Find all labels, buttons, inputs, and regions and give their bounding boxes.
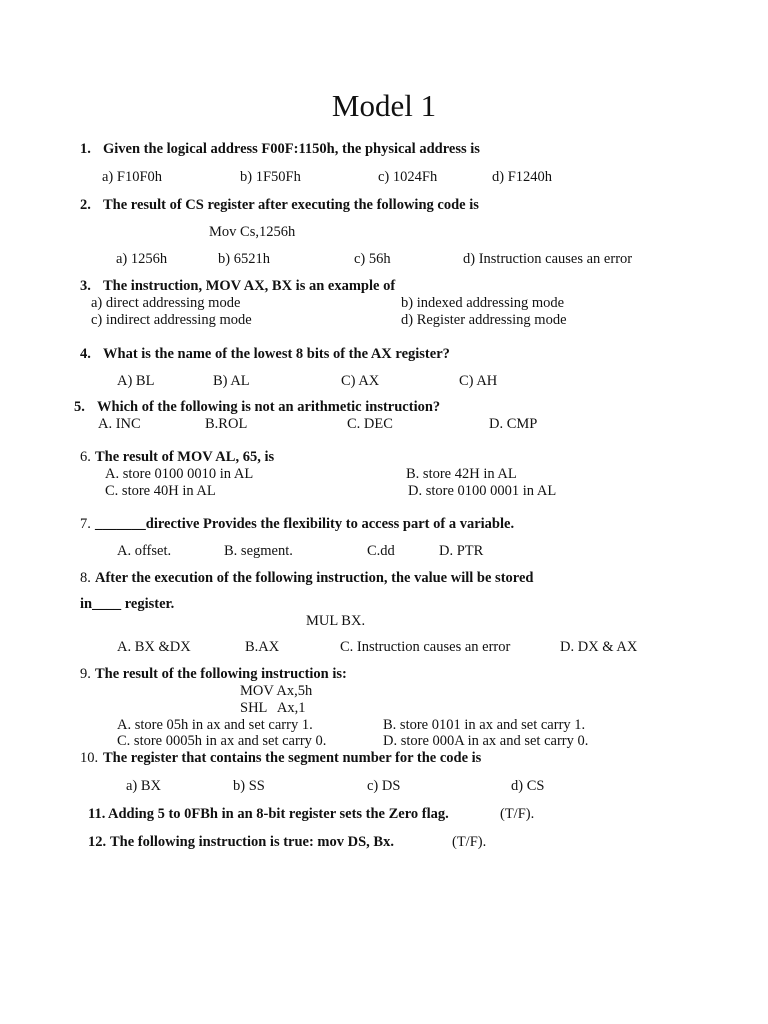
- option-c: c) indirect addressing mode: [91, 312, 252, 328]
- option-a: A. store 05h in ax and set carry 1.: [117, 717, 313, 733]
- option-d: D. DX & AX: [560, 639, 638, 655]
- option-c: c) 56h: [354, 251, 391, 267]
- option-d: D. PTR: [439, 543, 484, 559]
- option-d: D. CMP: [489, 416, 538, 432]
- option-d: d) F1240h: [492, 169, 553, 185]
- code-line: Mov Cs,1256h: [209, 224, 296, 240]
- option-b: B. store 0101 in ax and set carry 1.: [383, 717, 586, 733]
- question-text: Adding 5 to 0FBh in an 8-bit register sets the Zero flag.: [108, 806, 449, 822]
- option-d: D. store 0100 0001 in AL: [408, 483, 557, 499]
- option-d: D. store 000A in ax and set carry 0.: [383, 733, 589, 749]
- question-text: Which of the following is not an arithmetic instruction?: [97, 399, 441, 415]
- question-text-line2: in____ register.: [80, 596, 175, 612]
- option-c: C. DEC: [347, 416, 393, 432]
- option-b: B. segment.: [224, 543, 293, 559]
- question-number: 10.: [80, 750, 99, 766]
- code-line: MOV Ax,5h: [240, 683, 313, 699]
- question-number: 1.: [80, 141, 91, 157]
- question-number: 12.: [88, 834, 107, 850]
- option-a: A) BL: [117, 373, 155, 389]
- option-c: C. store 40H in AL: [105, 483, 216, 499]
- true-false-label: (T/F).: [500, 806, 535, 822]
- option-d: C) AH: [459, 373, 498, 389]
- option-d: d) Register addressing mode: [401, 312, 567, 328]
- true-false-label: (T/F).: [452, 834, 487, 850]
- question-text: After the execution of the following instruction, the value will be stored: [95, 570, 534, 586]
- question-text: The instruction, MOV AX, BX is an example of: [103, 278, 396, 294]
- option-c: C) AX: [341, 373, 380, 389]
- question-text: The result of MOV AL, 65, is: [95, 449, 275, 465]
- option-b: B. store 42H in AL: [406, 466, 517, 482]
- option-b: B.AX: [245, 639, 280, 655]
- question-text: The following instruction is true: mov DS, Bx.: [110, 834, 394, 850]
- code-line: MUL BX.: [306, 613, 366, 629]
- option-d: d) Instruction causes an error: [463, 251, 633, 267]
- question-text: What is the name of the lowest 8 bits of the AX register?: [103, 346, 450, 362]
- question-number: 2.: [80, 197, 91, 213]
- option-b: B) AL: [213, 373, 250, 389]
- option-b: b) indexed addressing mode: [401, 295, 565, 311]
- option-c: C. store 0005h in ax and set carry 0.: [117, 733, 327, 749]
- option-b: b) SS: [233, 778, 265, 794]
- question-number: 4.: [80, 346, 91, 362]
- option-a: a) BX: [126, 778, 162, 794]
- question-text: The result of the following instruction is:: [95, 666, 347, 682]
- option-c: C.dd: [367, 543, 395, 559]
- option-d: d) CS: [511, 778, 545, 794]
- option-b: b) 1F50Fh: [240, 169, 301, 185]
- option-a: a) 1256h: [116, 251, 168, 267]
- question-number: 9.: [80, 666, 91, 682]
- question-text: The result of CS register after executing the following code is: [103, 197, 479, 213]
- page-title: Model 1: [331, 88, 437, 123]
- question-number: 7.: [80, 516, 91, 532]
- question-text: Given the logical address F00F:1150h, the physical address is: [103, 141, 480, 157]
- option-a: a) direct addressing mode: [91, 295, 241, 311]
- question-text: The register that contains the segment number for the code is: [103, 750, 482, 766]
- option-c: C. Instruction causes an error: [340, 639, 511, 655]
- option-c: c) DS: [367, 778, 401, 794]
- option-a: a) F10F0h: [102, 169, 163, 185]
- option-c: c) 1024Fh: [378, 169, 438, 185]
- option-a: A. store 0100 0010 in AL: [105, 466, 254, 482]
- code-line: SHL Ax,1: [240, 700, 306, 716]
- question-number: 8.: [80, 570, 91, 586]
- question-number: 3.: [80, 278, 91, 294]
- option-b: b) 6521h: [218, 251, 270, 267]
- option-a: A. offset.: [117, 543, 172, 559]
- question-number: 5.: [74, 399, 85, 415]
- option-a: A. BX &DX: [117, 639, 191, 655]
- question-text: _______directive Provides the flexibility to access part of a variable.: [95, 516, 515, 532]
- option-a: A. INC: [98, 416, 141, 432]
- question-number: 11.: [88, 806, 106, 822]
- option-b: B.ROL: [205, 416, 248, 432]
- question-number: 6.: [80, 449, 91, 465]
